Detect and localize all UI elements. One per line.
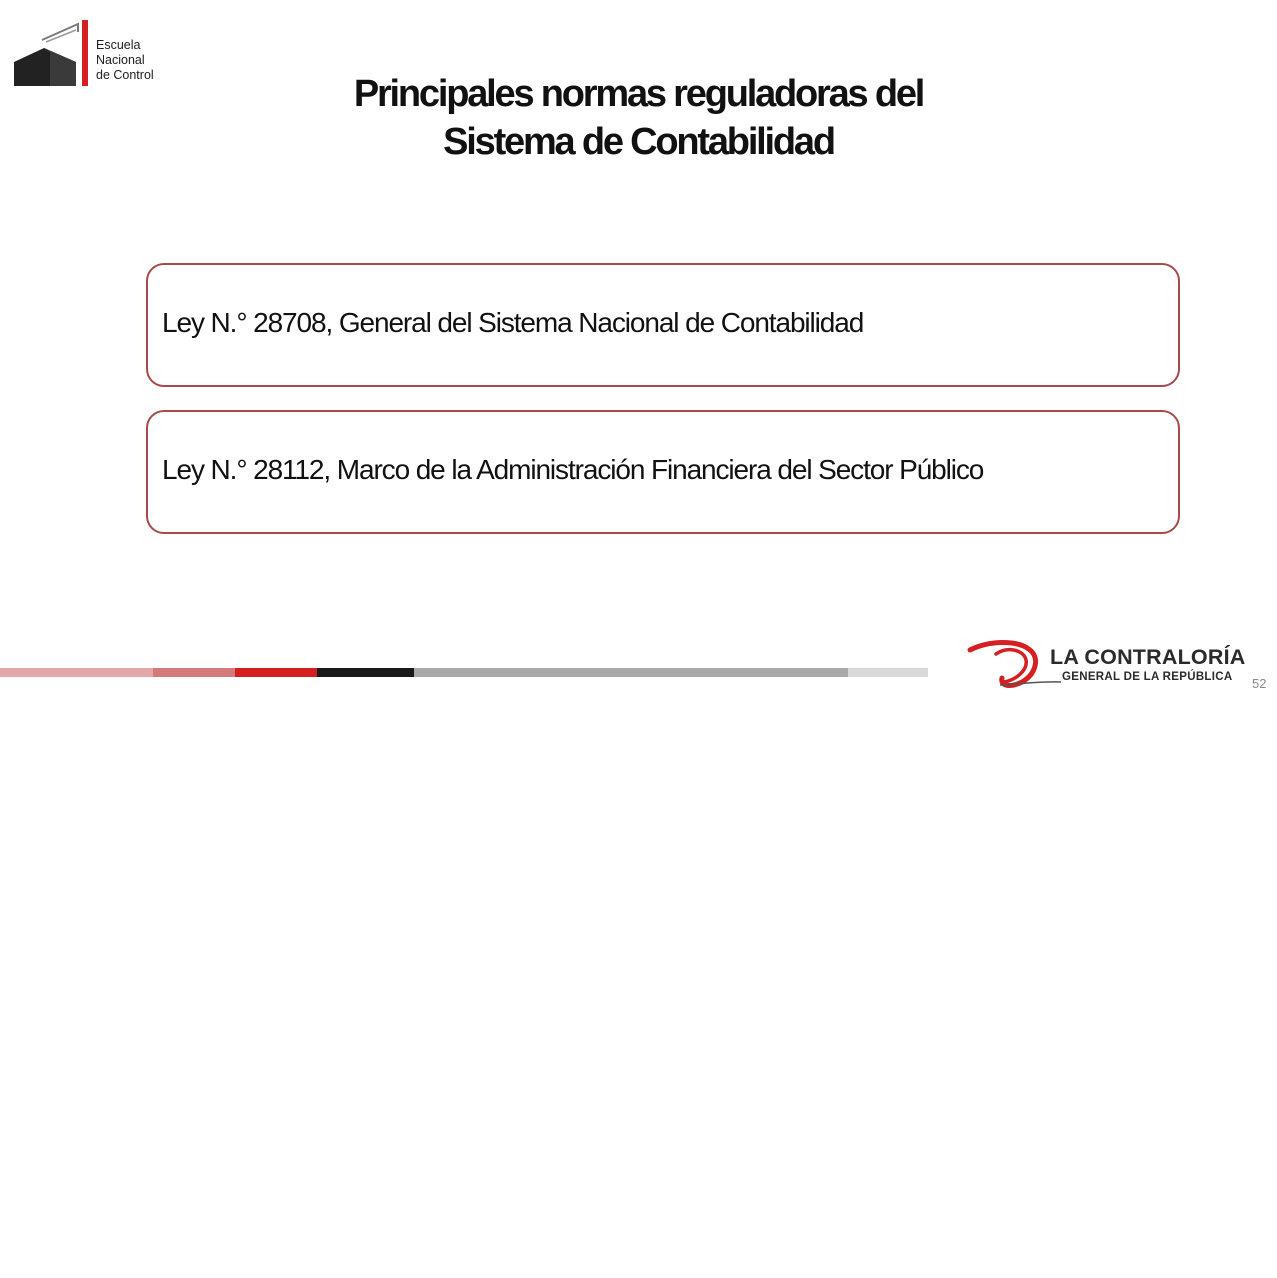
law-text: Ley N.° 28708, General del Sistema Nacional de Contabilidad	[162, 307, 864, 338]
color-bar-segment	[235, 668, 317, 677]
contraloria-name: LA CONTRALORÍA	[1050, 645, 1246, 669]
contraloria-logo	[966, 638, 1256, 693]
law-box-28112	[146, 410, 1180, 534]
color-bar-segment	[414, 668, 848, 677]
page-number: 52	[1252, 676, 1267, 691]
color-bar-segment	[153, 668, 235, 677]
logo-line-1: Escuela	[96, 38, 141, 52]
page-title	[0, 70, 1277, 166]
color-bar-segment	[317, 668, 414, 677]
law-text: Ley N.° 28112, Marco de la Administración Financiera del Sector Público	[162, 454, 984, 485]
page-title-line-2: Sistema de Contabilidad	[443, 121, 834, 163]
contraloria-swoosh-logo-icon	[966, 638, 1061, 693]
footer-color-bar	[0, 668, 928, 677]
color-bar-segment	[0, 668, 153, 677]
logo-line-2: Nacional	[96, 53, 145, 67]
law-box-28708	[146, 263, 1180, 387]
logo-line-3: de Control	[96, 68, 154, 82]
color-bar-segment	[848, 668, 928, 677]
page-title-line-1: Principales normas reguladoras del	[353, 73, 924, 115]
contraloria-subtitle: GENERAL DE LA REPÚBLICA	[1062, 671, 1233, 683]
